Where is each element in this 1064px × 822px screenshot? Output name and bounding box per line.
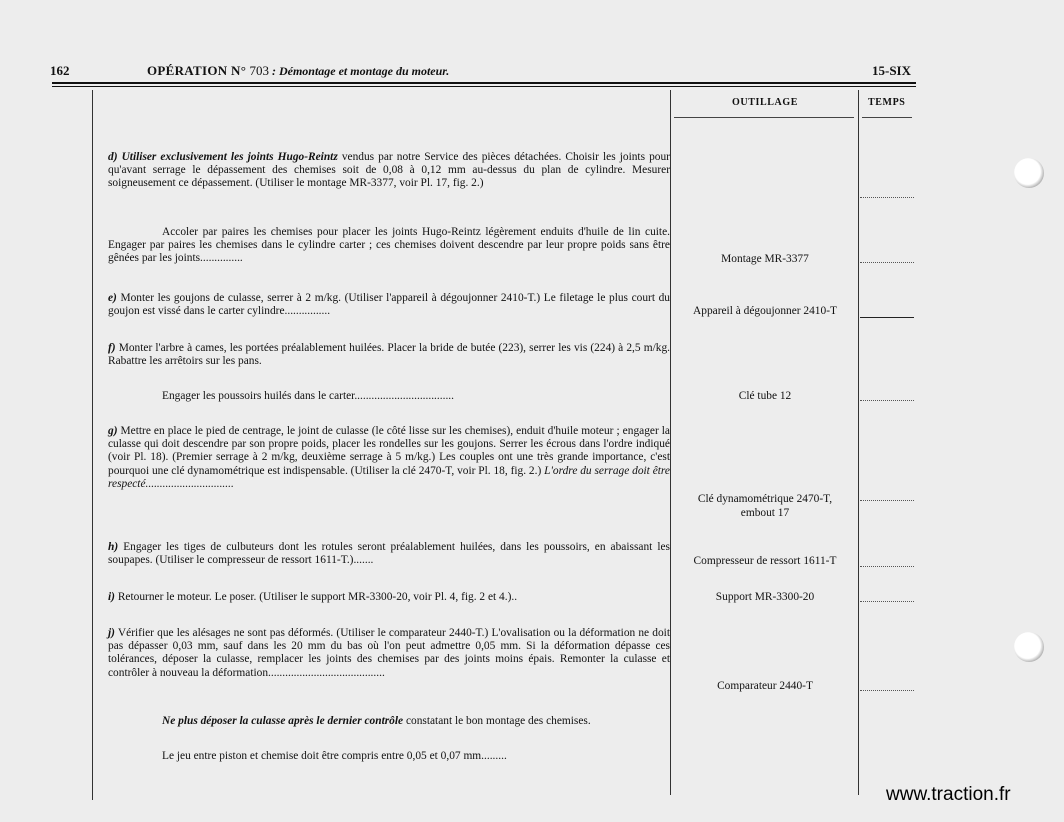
time-entry [860, 601, 914, 602]
step-text: constatant le bon montage des chemises. [403, 715, 591, 727]
step-emphasis: L'ordre du serrage doit être respecté............................... [108, 464, 670, 490]
header-rule-thin [52, 86, 916, 87]
operation-number: 703 [249, 63, 269, 78]
time-entry [860, 317, 914, 318]
tool-entry: Appareil à dégoujonner 2410-T [693, 305, 837, 317]
tools-column-header: OUTILLAGE [732, 97, 798, 108]
tools-header-rule [674, 117, 854, 118]
tool-entry: Compresseur de ressort 1611-T [693, 555, 837, 567]
step-emphasis: Utiliser exclusivement les joints Hugo-Reintz [121, 151, 338, 163]
step-label: e) [108, 292, 117, 304]
step-d-paragraph [108, 226, 670, 266]
page-number: 162 [50, 63, 70, 78]
time-entry [860, 262, 914, 263]
tool-entry: Comparateur 2440-T [717, 680, 813, 692]
step-label: g) [108, 425, 118, 437]
punch-hole-top [1014, 158, 1044, 188]
watermark: www.traction.fr [886, 784, 1011, 805]
time-entry [860, 400, 914, 401]
step-text: vendus par notre Service des pièces détachées. Choisir les joints pour qu'avant serrage le dépassement des chemises soit de 0,08 à 0,12 mm au-dessus du plan de cylindre. Mesurer soigneusement ce dépassement. (Utiliser le montage MR-3377, voir Pl. 17, fig. 2.) [108, 151, 670, 190]
step-label: f) [108, 342, 116, 354]
model-code: 15-SIX [872, 63, 912, 78]
time-entry [860, 566, 914, 567]
step-j [108, 627, 670, 680]
step-label: i) [108, 591, 115, 603]
step-j-note [108, 715, 670, 728]
step-text: Monter l'arbre à cames, les portées préalablement huilées. Placer la bride de butée (223), serrer les vis (224) à 2,5 m/kg. Rabattre les arrêtoirs sur les pans. [108, 342, 670, 368]
step-d [108, 151, 670, 191]
operation-label: OPÉRATION N° [147, 63, 247, 78]
step-i [108, 591, 670, 604]
tool-entry: Clé tube 12 [738, 390, 792, 402]
punch-hole-bottom [1014, 632, 1044, 662]
step-text: Vérifier que les alésages ne sont pas déformés. (Utiliser le comparateur 2440-T.) L'ovalisation ou la déformation ne doit pas dépasser 0,03 mm, sauf dans les 20 mm du bas où l'on peut admettre 0,05 mm. Si la déformation dépasse ces tolérances, déposer la culasse, remplacer les joints des chemises par des joints moins épais. Remonter la culasse et contrôler à nouveau la déformation......................................... [108, 627, 670, 679]
step-text: Accoler par paires les chemises pour placer les joints Hugo-Reintz légèrement enduits d'huile de lin cuite. Engager par paires les chemises dans le cylindre carter ; ces chemises doivent descendre par leur propre poids sans être gênées par les joints............... [108, 226, 670, 265]
tool-entry: Montage MR-3377 [721, 253, 809, 265]
operation-title: : Démontage et montage du moteur. [268, 64, 450, 78]
step-label: d) [108, 151, 118, 163]
time-column-line [858, 90, 859, 795]
time-header-rule [862, 117, 912, 118]
tool-name: Clé dynamométrique 2470-T, [697, 493, 833, 505]
step-j-clearance [108, 750, 670, 763]
tool-entry [672, 493, 858, 520]
tool-detail: embout 17 [740, 506, 790, 519]
step-h [108, 541, 670, 567]
step-label: j) [108, 627, 115, 639]
step-e [108, 292, 670, 318]
step-text: Mettre en place le pied de centrage, le joint de culasse (le côté lisse sur les chemises), enduit d'huile moteur ; engager la culasse qui doit descendre par son propre poids, placer les rondelles sur les goujons. Serrer les écrous dans l'ordre indiqué (voir Pl. 18). (Premier serrage à 2 m/kg, deuxième serrage à 5 m/kg.) Les couples ont une très grande importance, c'est pourquoi une clé dynamométrique est indispensable. (Utiliser la clé 2470-T, voir Pl. 18, fig. 2.) [108, 425, 670, 477]
step-text: Le jeu entre piston et chemise doit être compris entre 0,05 et 0,07 mm......... [162, 750, 507, 762]
step-f [108, 342, 670, 368]
page-title [147, 63, 449, 79]
tool-entry: Support MR-3300-20 [715, 591, 815, 603]
time-entry [860, 690, 914, 691]
step-text: Retourner le moteur. Le poser. (Utiliser le support MR-3300-20, voir Pl. 4, fig. 2 et 4.).. [117, 591, 518, 603]
time-entry [860, 197, 914, 198]
step-f-paragraph [108, 390, 670, 403]
time-column-header: TEMPS [868, 97, 906, 108]
step-emphasis: Ne plus déposer la culasse après le dernier contrôle [162, 715, 404, 727]
step-text: Engager les poussoirs huilés dans le carter................................... [162, 390, 454, 402]
step-label: h) [108, 541, 119, 553]
step-text: Engager les tiges de culbuteurs dont les rotules seront préalablement huilées, dans les poussoirs, en abaissant les soupapes. (Utiliser le compresseur de ressort 1611-T.)....... [108, 541, 670, 567]
time-entry [860, 500, 914, 501]
tools-column-line [670, 90, 671, 795]
left-margin-line [92, 90, 93, 800]
step-g [108, 425, 670, 491]
header-rule [52, 82, 916, 84]
step-text: Monter les goujons de culasse, serrer à 2 m/kg. (Utiliser l'appareil à dégoujonner 2410-T.) Le filetage le plus court du goujon est vissé dans le carter cylindre................ [108, 292, 670, 318]
